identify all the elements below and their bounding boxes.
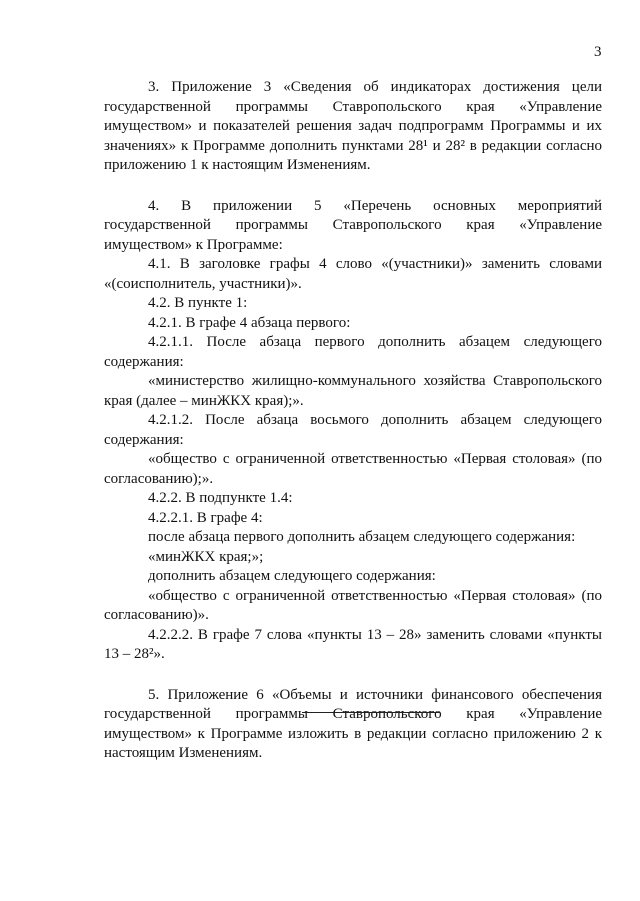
page-number: 3 xyxy=(594,44,602,60)
paragraph-quote-minzhkh: «минЖКХ края;»; xyxy=(148,548,264,565)
paragraph-4-2: 4.2. В пункте 1: xyxy=(148,295,248,311)
paragraph-4-2-1-1: 4.2.1.1. После абзаца первого дополнить абзацем следующего содержания: xyxy=(104,334,602,370)
end-separator-line xyxy=(302,712,440,713)
paragraph-4-2-1-2: 4.2.1.2. После абзаца восьмого дополнить абзацем следующего содержания: xyxy=(104,412,602,448)
paragraph-item-4: 4. В приложении 5 «Перечень основных мероприятий государственной программы Ставропольского края «Управление имуществом» к Программе: xyxy=(104,197,602,253)
paragraph-item-3: 3. Приложение 3 «Сведения об индикаторах достижения цели государственной программы Ставропольского края «Управление имуществом» и показателей решения задач подпрограмм Программы и их значениях» к Программе дополнить пунктами 28¹ и 28² в редакции согласно приложению 1 к настоящим Изменениям. xyxy=(104,79,602,173)
paragraph-4-2-1: 4.2.1. В графе 4 абзаца первого: xyxy=(148,314,351,331)
paragraph-4-2-2-1: 4.2.2.1. В графе 4: xyxy=(148,509,263,526)
paragraph-quote-company-1: «общество с ограниченной ответственностью «Первая столовая» (по согласованию);». xyxy=(104,451,602,487)
paragraph-4-2-2: 4.2.2. В подпункте 1.4: xyxy=(148,490,293,506)
paragraph-4-2-2-2: 4.2.2.2. В графе 7 слова «пункты 13 – 28» заменить словами «пункты 13 – 28²». xyxy=(104,626,602,662)
paragraph-add-paragraph: дополнить абзацем следующего содержания: xyxy=(148,568,436,584)
paragraph-after-first: после абзаца первого дополнить абзацем следующего содержания: xyxy=(148,529,576,545)
paragraph-quote-company-2: «общество с ограниченной ответственностью «Первая столовая» (по согласованию)». xyxy=(104,587,602,623)
paragraph-4-1: 4.1. В заголовке графы 4 слово «(участники)» заменить словами «(соисполнитель, участники)». xyxy=(104,256,602,292)
paragraph-quote-ministry: «министерство жилищно-коммунального хозяйства Ставропольского края (далее – минЖКХ края);». xyxy=(104,373,602,409)
document-body xyxy=(104,78,602,764)
paragraph-item-5: 5. Приложение 6 «Объемы и источники финансового обеспечения государственной программы Ставропольского края «Управление имуществом» к Программе изложить в редакции согласно приложению 2 к настоящим Изменениям. xyxy=(104,686,602,761)
